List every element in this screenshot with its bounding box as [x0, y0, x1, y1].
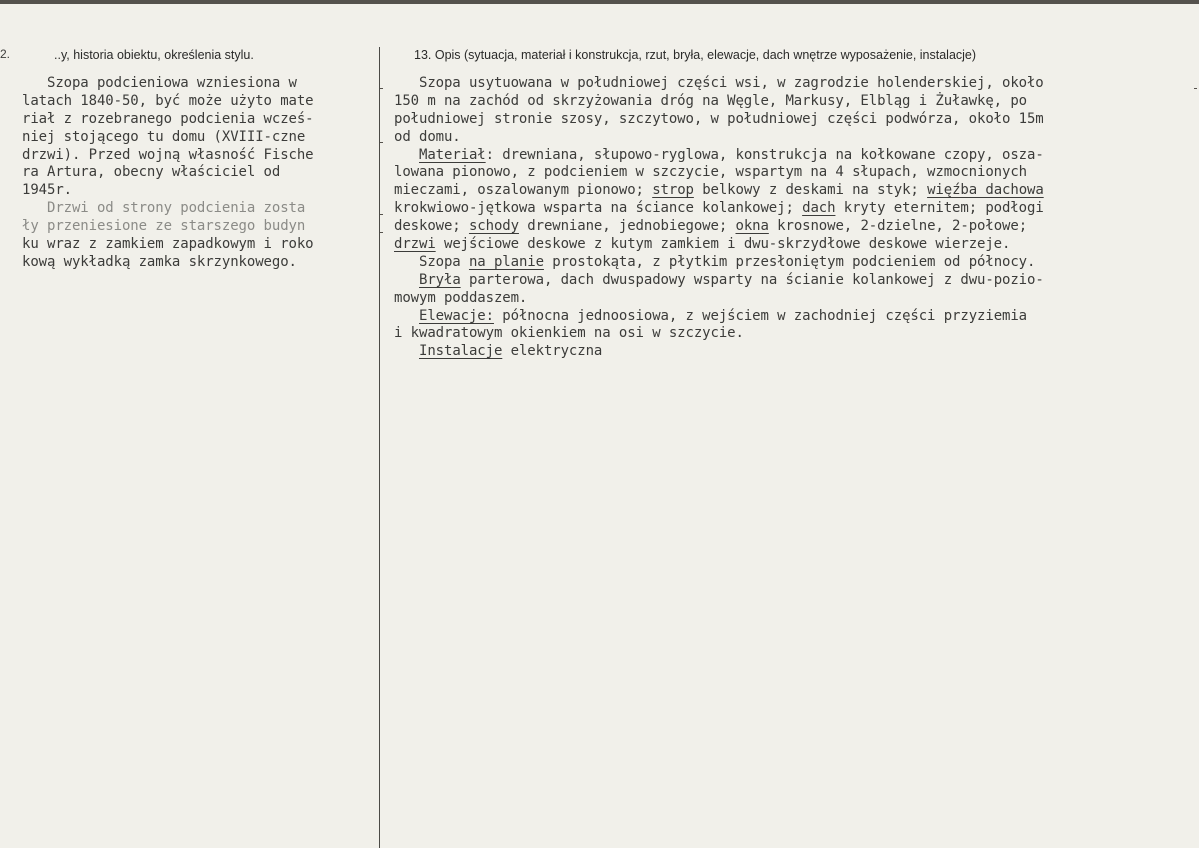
right-text-line [394, 325, 1194, 343]
right-column-header: 13. Opis (sytuacja, materiał i konstrukcja, rzut, bryła, elewacje, dach wnętrze wyposażenie, instalacje) [414, 48, 977, 62]
right-text-line [394, 147, 1194, 165]
right-column-text [394, 75, 1194, 361]
text-segment: belkowy z deskami na styk; [693, 182, 928, 199]
left-text-line: Drzwi od strony podcienia zosta [22, 200, 306, 217]
underlined-term: więźba dachowa [927, 182, 1044, 199]
text-segment: mowym poddaszem. [394, 289, 528, 306]
right-text-line [394, 111, 1194, 129]
right-text-line [394, 236, 1194, 254]
text-segment: północna jednoosiowa, z wejściem w zachodniej części przyziemia [493, 307, 1028, 324]
left-text-line: latach 1840-50, być może użyto mate [22, 92, 314, 109]
text-segment: Szopa usytuowana w południowej części wsi, w zagrodzie holenderskiej, około [394, 75, 1044, 91]
divider-tick [380, 232, 383, 233]
text-segment [394, 272, 419, 288]
underlined-term: Materiał [419, 146, 486, 163]
left-text-line: Szopa podcieniowa wzniesiona w [22, 75, 297, 91]
underlined-term: Bryła [419, 271, 461, 288]
text-segment [394, 147, 419, 163]
right-text-line [394, 343, 1194, 361]
right-text-line [394, 272, 1194, 290]
text-segment: deskowe; [394, 218, 469, 235]
right-text-line [394, 93, 1194, 111]
text-segment [394, 343, 419, 359]
right-text-line [394, 129, 1194, 147]
left-text-line: drzwi). Przed wojną własność Fische [22, 146, 314, 163]
right-text-line [394, 182, 1194, 200]
left-column-header: ..y, historia obiektu, określenia stylu. [54, 48, 254, 62]
left-text-line: 1945r. [22, 182, 72, 199]
left-margin-mark: 2. [0, 47, 11, 61]
column-divider [379, 47, 380, 848]
right-text-line [394, 254, 1194, 272]
right-text-line [394, 200, 1194, 218]
right-text-line [394, 75, 1194, 93]
text-segment: południowej stronie szosy, szczytowo, w południowej części podwórza, około 15m [394, 110, 1044, 127]
left-text-line: ra Artura, obecny właściciel od [22, 164, 281, 181]
text-segment [394, 308, 419, 324]
left-text-line: niej stojącego tu domu (XVIII-czne [22, 128, 306, 145]
underlined-term: strop [652, 182, 694, 199]
underlined-term: Instalacje [419, 343, 503, 360]
left-text-line: riał z rozebranego podcienia wcześ- [22, 110, 314, 127]
text-segment: krokwiowo-jętkowa wsparta na ściance kolankowej; [394, 200, 803, 217]
underlined-term: schody [468, 218, 519, 235]
right-text-line [394, 164, 1194, 182]
left-text-line: kową wykładką zamka skrzynkowego. [22, 253, 297, 270]
right-edge-tick [1194, 88, 1197, 89]
divider-tick [380, 88, 383, 89]
text-segment: mieczami, oszalowanym pionowo; [394, 182, 653, 199]
underlined-term: drzwi [394, 236, 436, 253]
left-text-line: ku wraz z zamkiem zapadkowym i roko [22, 236, 314, 253]
underlined-term: Elewacje: [419, 307, 494, 324]
right-text-line [394, 308, 1194, 326]
divider-tick [380, 142, 383, 143]
left-column-text [22, 75, 374, 272]
text-segment: 150 m na zachód od skrzyżowania dróg na Węgle, Markusy, Elbląg i Żuławkę, po [394, 92, 1027, 109]
divider-tick [380, 214, 383, 215]
text-segment: i kwadratowym okienkiem na osi w szczycie. [394, 325, 744, 342]
right-text-line [394, 218, 1194, 236]
underlined-term: na planie [468, 253, 544, 270]
text-segment: drewniane, jednobiegowe; [518, 218, 736, 235]
text-segment: prostokąta, z płytkim przesłoniętym podcieniem od północy. [543, 253, 1036, 270]
text-segment: krosnowe, 2-dzielne, 2-połowe; [768, 218, 1028, 235]
underlined-term: dach [802, 200, 836, 217]
text-segment: lowana pionowo, z podcieniem w szczycie, wspartym na 4 słupach, wzmocnionych [394, 164, 1027, 181]
text-segment: wejściowe deskowe z kutym zamkiem i dwu-skrzydłowe deskowe wierzeje. [435, 236, 1011, 253]
text-segment: Szopa [394, 253, 469, 270]
underlined-term: okna [735, 218, 769, 235]
left-text-line: ły przeniesione ze starszego budyn [22, 218, 306, 235]
text-segment: : drewniana, słupowo-ryglowa, konstrukcja na kołkowane czopy, osza- [485, 146, 1044, 163]
text-segment: parterowa, dach dwuspadowy wsparty na ścianie kolankowej z dwu-pozio- [460, 271, 1044, 288]
right-text-line [394, 290, 1194, 308]
text-segment: kryty eternitem; podłogi [835, 200, 1044, 217]
text-segment: elektryczna [502, 343, 603, 360]
text-segment: od domu. [394, 128, 461, 145]
top-edge-bar [0, 0, 1199, 4]
